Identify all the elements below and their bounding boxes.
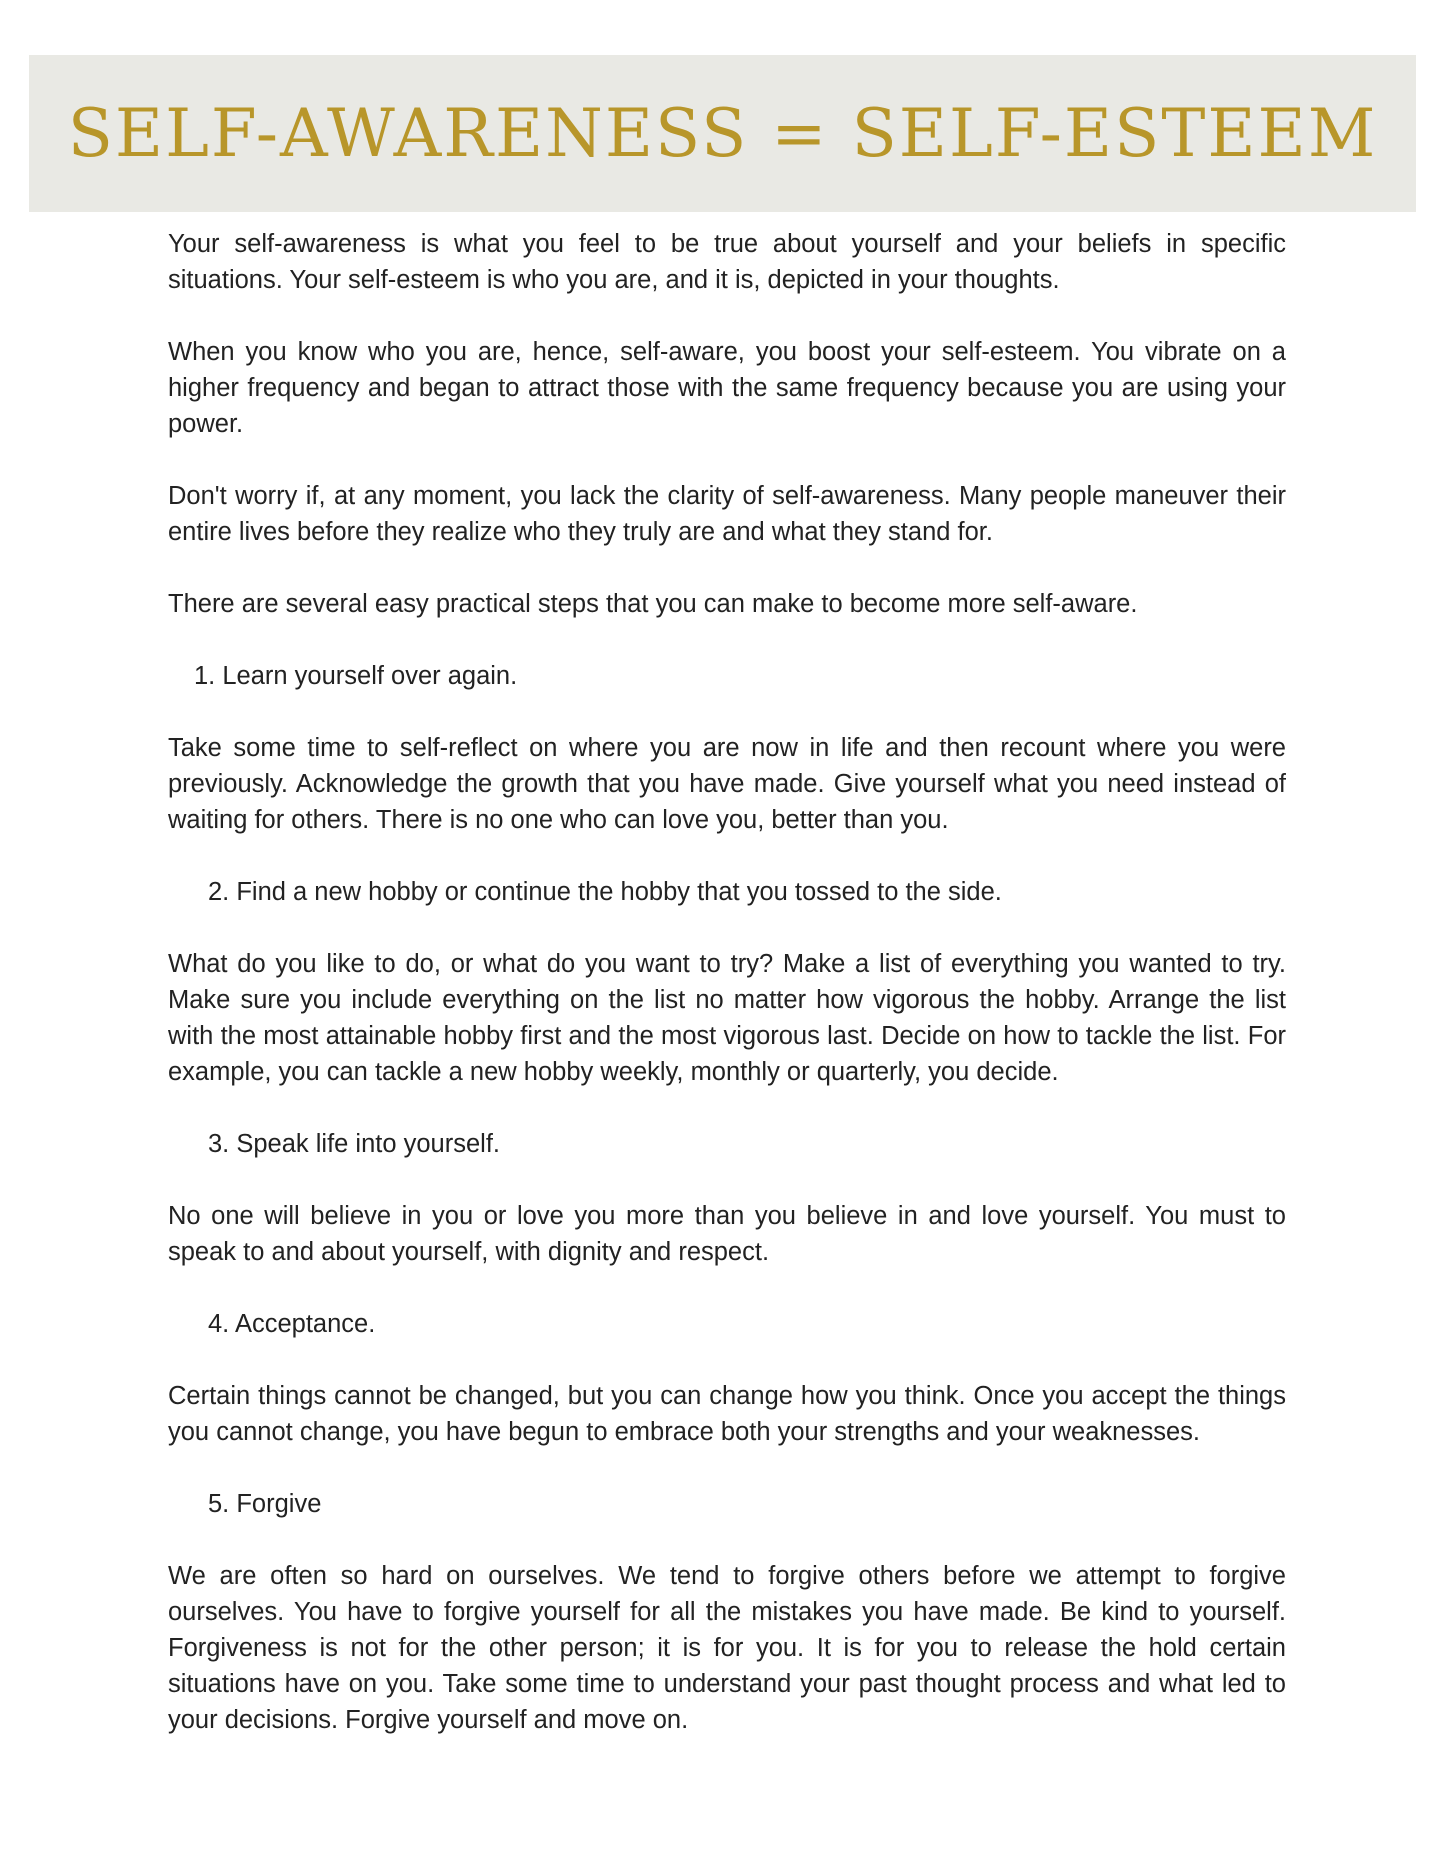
intro-paragraph-4: There are several easy practical steps that you can make to become more self-aware. xyxy=(168,590,1138,618)
step-4-body: Certain things cannot be changed, but you can change how you think. Once you accept the things you cannot change, you have begun to embrace both your strengths and your weaknesses. xyxy=(168,1382,1286,1446)
intro-paragraph-2: When you know who you are, hence, self-aware, you boost your self-esteem. You vibrate on a higher frequency and began to attract those with the same frequency because you are using your power. xyxy=(168,338,1286,438)
step-5-body: We are often so hard on ourselves. We tend to forgive others before we attempt to forgive ourselves. You have to forgive yourself for all the mistakes you have made. Be kind to yourself. Forgiveness is not for the other person; it is for you. It is for you to release the hold certain situations have on you. Take some time to understand your past thought process and what led to your decisions. Forgive yourself and move on. xyxy=(168,1562,1286,1734)
step-3-heading: 3. Speak life into yourself. xyxy=(208,1130,500,1158)
step-2-body: What do you like to do, or what do you want to try? Make a list of everything you wanted to try. Make sure you include everything on the list no matter how vigorous the hobby. Arrange the list with the most attainable hobby first and the most vigorous last. Decide on how to tackle the list. For example, you can tackle a new hobby weekly, monthly or quarterly, you decide. xyxy=(168,950,1286,1086)
intro-paragraph-3: Don't worry if, at any moment, you lack the clarity of self-awareness. Many people maneuver their entire lives before they realize who they truly are and what they stand for. xyxy=(168,482,1286,546)
step-5-heading: 5. Forgive xyxy=(208,1490,322,1518)
step-4-heading: 4. Acceptance. xyxy=(208,1310,376,1338)
document-body xyxy=(168,226,1286,1774)
step-1-body: Take some time to self-reflect on where you are now in life and then recount where you were previously. Acknowledge the growth that you have made. Give yourself what you need instead of waiting for others. There is no one who can love you, better than you. xyxy=(168,734,1286,834)
step-1-heading: 1. Learn yourself over again. xyxy=(194,662,518,690)
page-title: SELF-AWARENESS = SELF-ESTEEM xyxy=(67,95,1378,172)
step-3-body: No one will believe in you or love you more than you believe in and love yourself. You must to speak to and about yourself, with dignity and respect. xyxy=(168,1202,1286,1266)
title-band xyxy=(29,55,1416,212)
intro-paragraph-1: Your self-awareness is what you feel to be true about yourself and your beliefs in specific situations. Your self-esteem is who you are, and it is, depicted in your thoughts. xyxy=(168,230,1286,294)
step-2-heading: 2. Find a new hobby or continue the hobby that you tossed to the side. xyxy=(208,878,1002,906)
